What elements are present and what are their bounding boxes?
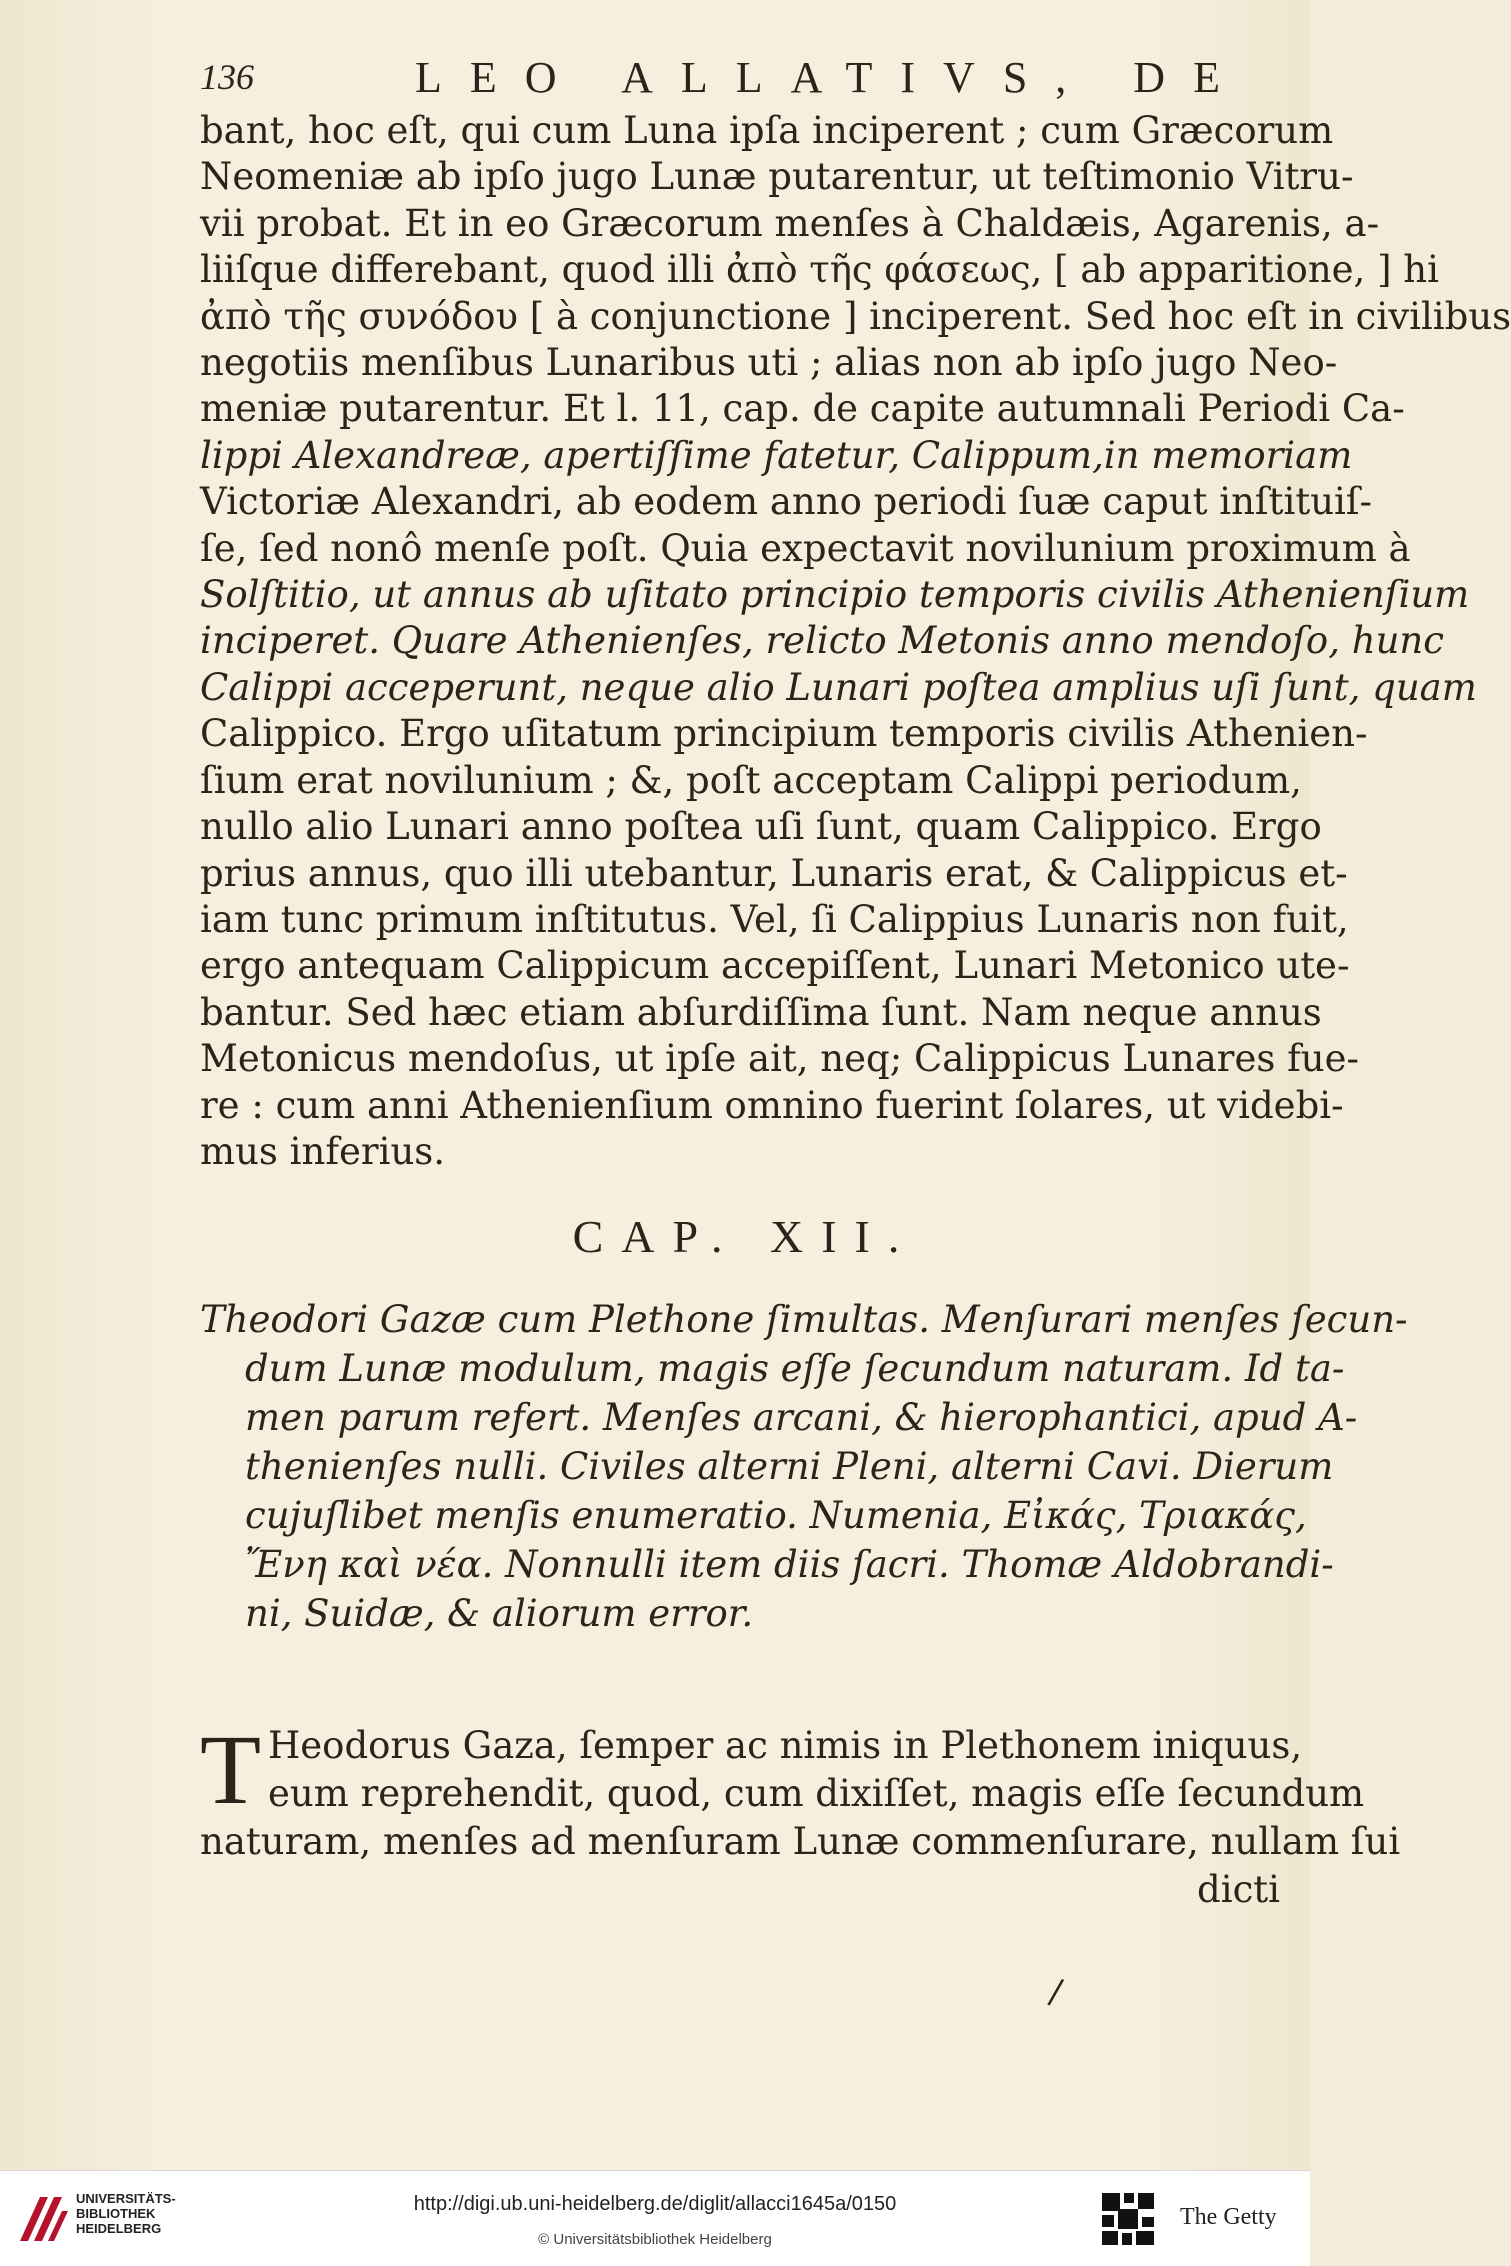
text-line: nullo alio Lunari anno poſtea uſi ſunt, quam Calippico. Ergo — [200, 805, 1322, 849]
text-line: mus inferius. — [200, 1129, 446, 1173]
paragraph-1 — [200, 108, 1511, 1175]
text-line: vii probat. Et in eo Græcorum menſes à Chaldæis, Agarenis, a- — [200, 201, 1380, 245]
library-name-line: UNIVERSITÄTS- — [76, 2191, 176, 2206]
text-line: Metonicus mendoſus, ut ipſe ait, neq; Calippicus Lunares fue- — [200, 1037, 1360, 1081]
text-line: iam tunc primum inſtitutus. Vel, ſi Calippius Lunaris non fuit, — [200, 897, 1349, 941]
running-title: LEO ALLATIVS, DE — [415, 53, 1248, 102]
text-line: lippi Alexandreæ, apertiſſime fatetur, Calippum,in memoriam — [200, 433, 1353, 477]
summary-line: men parum refert. Menſes arcani, & hierophantici, apud A- — [245, 1396, 1358, 1439]
text-line: bant, hoc eſt, qui cum Luna ipſa inciperent ; cum Græcorum — [200, 109, 1334, 152]
summary-line: ni, Suidæ, & aliorum error. — [245, 1592, 754, 1635]
chapter-summary — [200, 1295, 1408, 1638]
sponsor-name: The Getty — [1180, 2204, 1277, 2230]
paragraph-2 — [200, 1714, 1401, 1866]
text-line: Calippico. Ergo uſitatum principium temporis civilis Athenien- — [200, 712, 1368, 756]
text-line: Solſtitio, ut annus ab uſitato principio temporis civilis Athenienſium — [200, 573, 1470, 617]
text-line: Victoriæ Alexandri, ab eodem anno periodi ſuæ caput inſtituiſ- — [200, 480, 1373, 524]
summary-line: dum Lunæ modulum, magis eſſe ſecundum naturam. Id ta- — [245, 1347, 1345, 1390]
text-line: re : cum anni Athenienſium omnino fuerint ſolares, ut videbi- — [200, 1083, 1344, 1127]
running-header — [200, 52, 1280, 102]
viewer-footer — [0, 2170, 1310, 2266]
text-line: Calippi acceperunt, neque alio Lunari poſtea amplius uſi ſunt, quam — [200, 665, 1477, 709]
drop-cap: T — [200, 1714, 262, 1825]
text-line: Neomeniæ ab ipſo jugo Lunæ putarentur, ut teſtimonio Vitru- — [200, 155, 1354, 199]
catchword: dicti — [1197, 1868, 1280, 1911]
text-line: ſe, ſed nonô menſe poſt. Quia expectavit novilunium proximum à — [200, 526, 1411, 570]
summary-line: thenienſes nulli. Civiles alterni Pleni, alterni Cavi. Dierum — [245, 1445, 1334, 1488]
text-line: meniæ putarentur. Et l. 11, cap. de capite autumnali Periodi Ca- — [200, 387, 1405, 431]
summary-line: Ἔνη καὶ νέα. Nonnulli item diis ſacri. Thomæ Aldobrandi- — [245, 1543, 1334, 1586]
stray-mark: / — [1045, 1971, 1066, 2013]
summary-line: Theodori Gazæ cum Plethone ſimultas. Menſurari menſes ſecun- — [200, 1298, 1408, 1341]
text-line: prius annus, quo illi utebantur, Lunaris erat, & Calippicus et- — [200, 851, 1348, 895]
library-name-line: HEIDELBERG — [76, 2221, 162, 2236]
text-line: ſium erat novilunium ; &, poſt acceptam Calippi periodum, — [200, 758, 1302, 802]
text-line: inciperet. Quare Athenienſes, relicto Metonis anno mendoſo, hunc — [200, 619, 1444, 663]
summary-line: cujuſlibet menſis enumeratio. Numenia, Εἰκάς, Τριακάς, — [245, 1494, 1307, 1537]
text-line: liiſque differebant, quod illi ἀπὸ τῆς φάσεως, [ ab apparitione, ] hi — [200, 248, 1439, 292]
permalink[interactable]: http://digi.ub.uni-heidelberg.de/diglit/allacci1645a/0150 — [413, 2193, 897, 2215]
chapter-heading: CAP. XII. — [572, 1211, 918, 1262]
getty-logo-icon — [1100, 2191, 1156, 2247]
copyright-notice: © Universitätsbibliothek Heidelberg — [538, 2231, 772, 2248]
text-line: eum reprehendit, quod, cum dixiſſet, magis eſſe ſecundum — [268, 1772, 1365, 1815]
text-line: negotiis menſibus Lunaribus uti ; alias non ab ipſo jugo Neo- — [200, 341, 1338, 385]
text-line: ergo antequam Calippicum accepiſſent, Lunari Metonico ute- — [200, 944, 1350, 988]
text-line: ἀπὸ τῆς συνόδου [ à conjunctione ] inciperent. Sed hoc eſt in civilibus — [200, 294, 1511, 338]
library-name-line: BIBLIOTHEK — [76, 2206, 156, 2221]
text-line: Heodorus Gaza, ſemper ac nimis in Plethonem iniquus, — [268, 1724, 1303, 1767]
text-line: naturam, menſes ad menſuram Lunæ commenſurare, nullam ſui — [200, 1820, 1401, 1863]
text-line: bantur. Sed hæc etiam abſurdiſſima ſunt. Nam neque annus — [200, 990, 1322, 1034]
page-number: 136 — [200, 57, 254, 97]
